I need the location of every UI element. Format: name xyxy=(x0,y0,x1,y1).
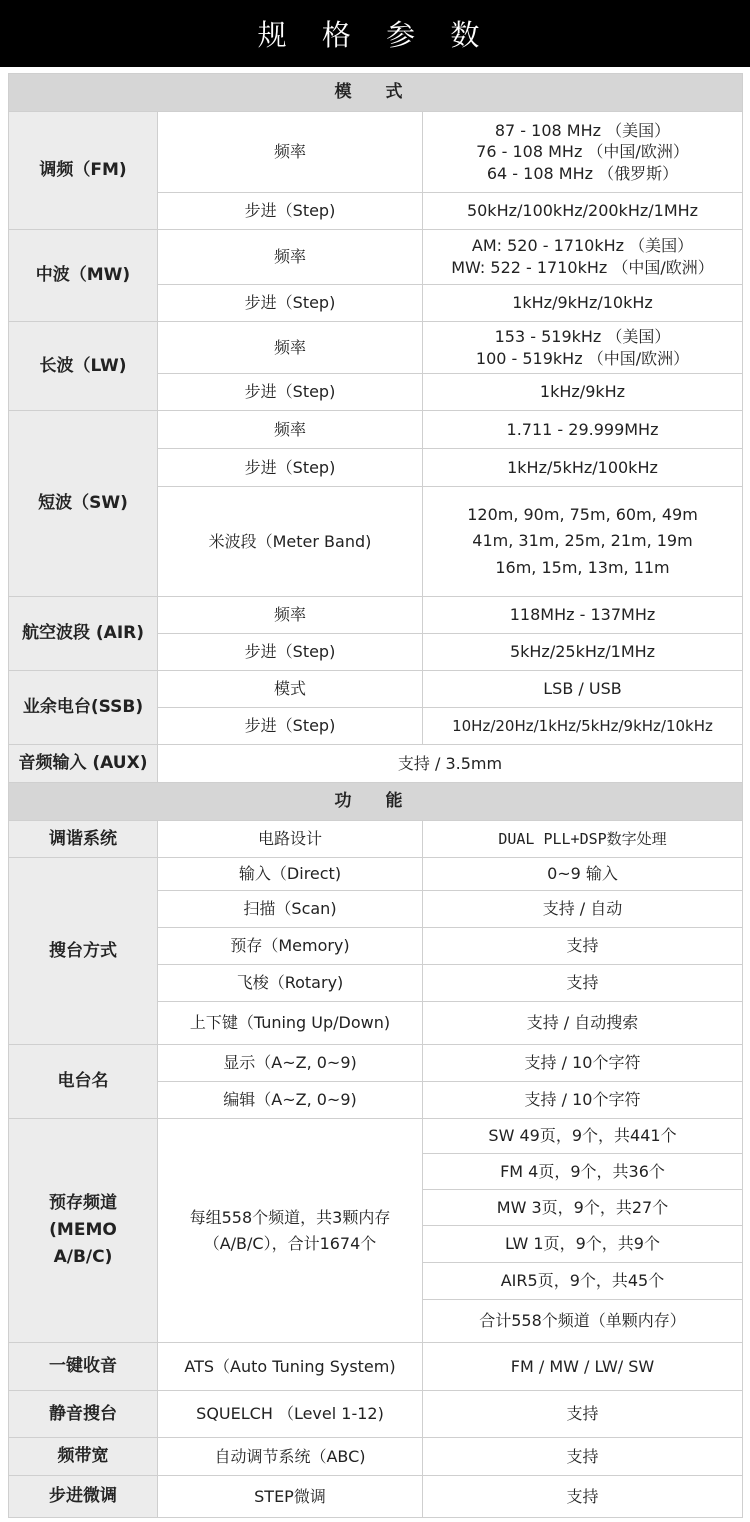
category-lw: 长波（LW) xyxy=(9,322,158,411)
section-header-function: 功 能 xyxy=(9,783,743,821)
tuning-value: DUAL PLL+DSP数字处理 xyxy=(423,821,743,858)
category-search-method: 搜台方式 xyxy=(9,858,158,1045)
sw-band-value: 120m, 90m, 75m, 60m, 49m 41m, 31m, 25m, 21m, 19m 16m, 15m, 13m, 11m xyxy=(423,487,743,597)
preset-value: 合计558个频道（单颗内存） xyxy=(423,1300,743,1343)
preset-value: AIR5页，9个，共45个 xyxy=(423,1263,743,1300)
fine-step-value: 支持 xyxy=(423,1476,743,1518)
sw-step-value: 1kHz/5kHz/100kHz xyxy=(423,449,743,487)
station-name-row-label: 显示（A~Z, 0~9) xyxy=(158,1045,423,1082)
fm-freq-label: 频率 xyxy=(158,112,423,193)
fm-step-label: 步进（Step) xyxy=(158,193,423,230)
air-freq-label: 频率 xyxy=(158,597,423,634)
station-name-row-value: 支持 / 10个字符 xyxy=(423,1045,743,1082)
one-key-value: FM / MW / LW/ SW xyxy=(423,1343,743,1391)
ssb-mode-label: 模式 xyxy=(158,671,423,708)
category-tuning-system: 调谐系统 xyxy=(9,821,158,858)
search-row-label: 上下键（Tuning Up/Down) xyxy=(158,1002,423,1045)
squelch-label: SQUELCH （Level 1-12) xyxy=(158,1391,423,1438)
station-name-row-value: 支持 / 10个字符 xyxy=(423,1082,743,1119)
category-air: 航空波段 (AIR) xyxy=(9,597,158,671)
sw-step-label: 步进（Step) xyxy=(158,449,423,487)
category-one-key: 一键收音 xyxy=(9,1343,158,1391)
station-name-row-label: 编辑（A~Z, 0~9) xyxy=(158,1082,423,1119)
category-mw: 中波（MW) xyxy=(9,230,158,322)
mw-freq-label: 频率 xyxy=(158,230,423,285)
bandwidth-value: 支持 xyxy=(423,1438,743,1476)
mw-step-label: 步进（Step) xyxy=(158,285,423,322)
ssb-step-label: 步进（Step) xyxy=(158,708,423,745)
search-row-value: 支持 xyxy=(423,928,743,965)
category-aux: 音频输入 (AUX) xyxy=(9,745,158,783)
ssb-step-value: 10Hz/20Hz/1kHz/5kHz/9kHz/10kHz xyxy=(423,708,743,745)
category-station-name: 电台名 xyxy=(9,1045,158,1119)
mw-freq-value: AM: 520 - 1710kHz （美国） MW: 522 - 1710kHz （中国/欧洲） xyxy=(423,230,743,285)
category-preset: 预存频道 (MEMO A/B/C) xyxy=(9,1119,158,1343)
air-step-value: 5kHz/25kHz/1MHz xyxy=(423,634,743,671)
mw-step-value: 1kHz/9kHz/10kHz xyxy=(423,285,743,322)
lw-freq-value: 153 - 519kHz （美国） 100 - 519kHz （中国/欧洲） xyxy=(423,322,743,374)
one-key-label: ATS（Auto Tuning System) xyxy=(158,1343,423,1391)
lw-step-value: 1kHz/9kHz xyxy=(423,374,743,411)
preset-value: MW 3页，9个，共27个 xyxy=(423,1190,743,1226)
category-sw: 短波（SW) xyxy=(9,411,158,597)
search-row-value: 支持 / 自动搜索 xyxy=(423,1002,743,1045)
sw-freq-label: 频率 xyxy=(158,411,423,449)
sw-band-label: 米波段（Meter Band) xyxy=(158,487,423,597)
aux-value: 支持 / 3.5mm xyxy=(158,745,743,783)
section-header-mode: 模 式 xyxy=(9,74,743,112)
fm-step-value: 50kHz/100kHz/200kHz/1MHz xyxy=(423,193,743,230)
sw-freq-value: 1.711 - 29.999MHz xyxy=(423,411,743,449)
fine-step-label: STEP微调 xyxy=(158,1476,423,1518)
search-row-label: 预存（Memory) xyxy=(158,928,423,965)
air-freq-value: 118MHz - 137MHz xyxy=(423,597,743,634)
air-step-label: 步进（Step) xyxy=(158,634,423,671)
search-row-label: 飞梭（Rotary) xyxy=(158,965,423,1002)
lw-step-label: 步进（Step) xyxy=(158,374,423,411)
search-row-value: 支持 xyxy=(423,965,743,1002)
bandwidth-label: 自动调节系统（ABC) xyxy=(158,1438,423,1476)
preset-description: 每组558个频道，共3颗内存 （A/B/C），合计1674个 xyxy=(158,1119,423,1343)
category-ssb: 业余电台(SSB) xyxy=(9,671,158,745)
ssb-mode-value: LSB / USB xyxy=(423,671,743,708)
spec-table xyxy=(8,73,743,1518)
category-fine-step: 步进微调 xyxy=(9,1476,158,1518)
preset-value: LW 1页，9个，共9个 xyxy=(423,1226,743,1263)
search-row-label: 输入（Direct) xyxy=(158,858,423,891)
lw-freq-label: 频率 xyxy=(158,322,423,374)
category-squelch: 静音搜台 xyxy=(9,1391,158,1438)
search-row-label: 扫描（Scan) xyxy=(158,891,423,928)
preset-value: SW 49页，9个，共441个 xyxy=(423,1119,743,1154)
search-row-value: 支持 / 自动 xyxy=(423,891,743,928)
fm-freq-value: 87 - 108 MHz （美国） 76 - 108 MHz （中国/欧洲） 64 - 108 MHz （俄罗斯） xyxy=(423,112,743,193)
tuning-label: 电路设计 xyxy=(158,821,423,858)
page-title: 规 格 参 数 xyxy=(0,0,750,67)
category-fm: 调频（FM) xyxy=(9,112,158,230)
squelch-value: 支持 xyxy=(423,1391,743,1438)
preset-value: FM 4页，9个，共36个 xyxy=(423,1154,743,1190)
category-bandwidth: 频带宽 xyxy=(9,1438,158,1476)
search-row-value: 0~9 输入 xyxy=(423,858,743,891)
